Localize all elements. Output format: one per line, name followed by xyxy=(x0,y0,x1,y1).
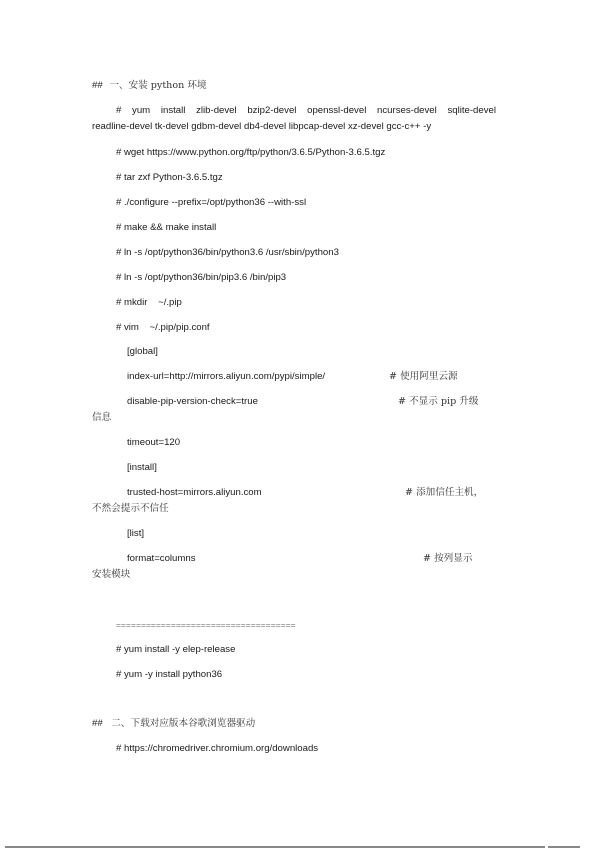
heading-text: 二、下载对应版本谷歌浏览器驱动 xyxy=(111,718,256,729)
vim-command: # vim ~/.pip/pip.conf xyxy=(116,322,210,333)
token: ncurses-devel xyxy=(377,105,437,116)
ln-pip-command: # ln -s /opt/python36/bin/pip3.6 /bin/pip3 xyxy=(116,272,287,283)
conf-timeout: timeout=120 xyxy=(127,437,181,448)
section1-heading xyxy=(92,80,207,92)
token: bzip2-devel xyxy=(247,105,297,116)
chromedriver-url: # https://chromedriver.chromium.org/downloads xyxy=(116,743,319,754)
conf-install: [install] xyxy=(127,462,157,473)
conf-format-comment: # 按列显示 xyxy=(423,553,473,564)
conf-trusted-host-comment-wrap: 不然会提示不信任 xyxy=(92,503,169,514)
tar-command: # tar zxf Python-3.6.5.tgz xyxy=(116,172,223,183)
page-bottom-rule-segment xyxy=(548,846,580,848)
conf-disable-check-comment: # 不显示 pip 升级 xyxy=(398,396,479,407)
conf-format-comment-wrap: 安装模块 xyxy=(92,569,131,580)
separator-line: ==================================== xyxy=(116,620,296,630)
mkdir-command: # mkdir ~/.pip xyxy=(116,297,182,308)
conf-trusted-host-comment: # 添加信任主机， xyxy=(405,487,484,498)
section2-heading xyxy=(92,718,255,730)
heading-text: 一、安装 python 环境 xyxy=(109,80,207,91)
yum-python36-command: # yum -y install python36 xyxy=(116,669,223,680)
page-bottom-rule xyxy=(5,846,545,848)
yum-deps-line2: readline-devel tk-devel gdbm-devel db4-devel libpcap-devel xz-devel gcc-c++ -y xyxy=(92,121,432,132)
conf-list: [list] xyxy=(127,528,145,539)
configure-command: # ./configure --prefix=/opt/python36 --with-ssl xyxy=(116,197,307,208)
heading-hash: ## xyxy=(92,80,103,91)
token: # xyxy=(116,105,122,116)
yum-epel-command: # yum install -y elep-release xyxy=(116,644,236,655)
token: zlib-devel xyxy=(196,105,237,116)
conf-format: format=columns xyxy=(127,553,196,564)
make-command: # make && make install xyxy=(116,222,217,233)
conf-index-url: index-url=http://mirrors.aliyun.com/pypi/simple/ xyxy=(127,371,326,382)
conf-disable-check: disable-pip-version-check=true xyxy=(127,396,258,407)
ln-python-command: # ln -s /opt/python36/bin/python3.6 /usr/sbin/python3 xyxy=(116,247,339,258)
conf-disable-check-comment-wrap: 信息 xyxy=(92,412,112,423)
conf-index-url-comment: # 使用阿里云源 xyxy=(389,371,458,382)
conf-trusted-host: trusted-host=mirrors.aliyun.com xyxy=(127,487,262,498)
token: sqlite-devel xyxy=(447,105,496,116)
wget-command: # wget https://www.python.org/ftp/python/3.6.5/Python-3.6.5.tgz xyxy=(116,147,386,158)
token: openssl-devel xyxy=(307,105,367,116)
token: install xyxy=(160,105,186,116)
heading-hash: ## xyxy=(92,718,103,729)
token: yum xyxy=(132,105,151,116)
conf-global: [global] xyxy=(127,346,158,357)
yum-deps-line1 xyxy=(116,105,496,117)
